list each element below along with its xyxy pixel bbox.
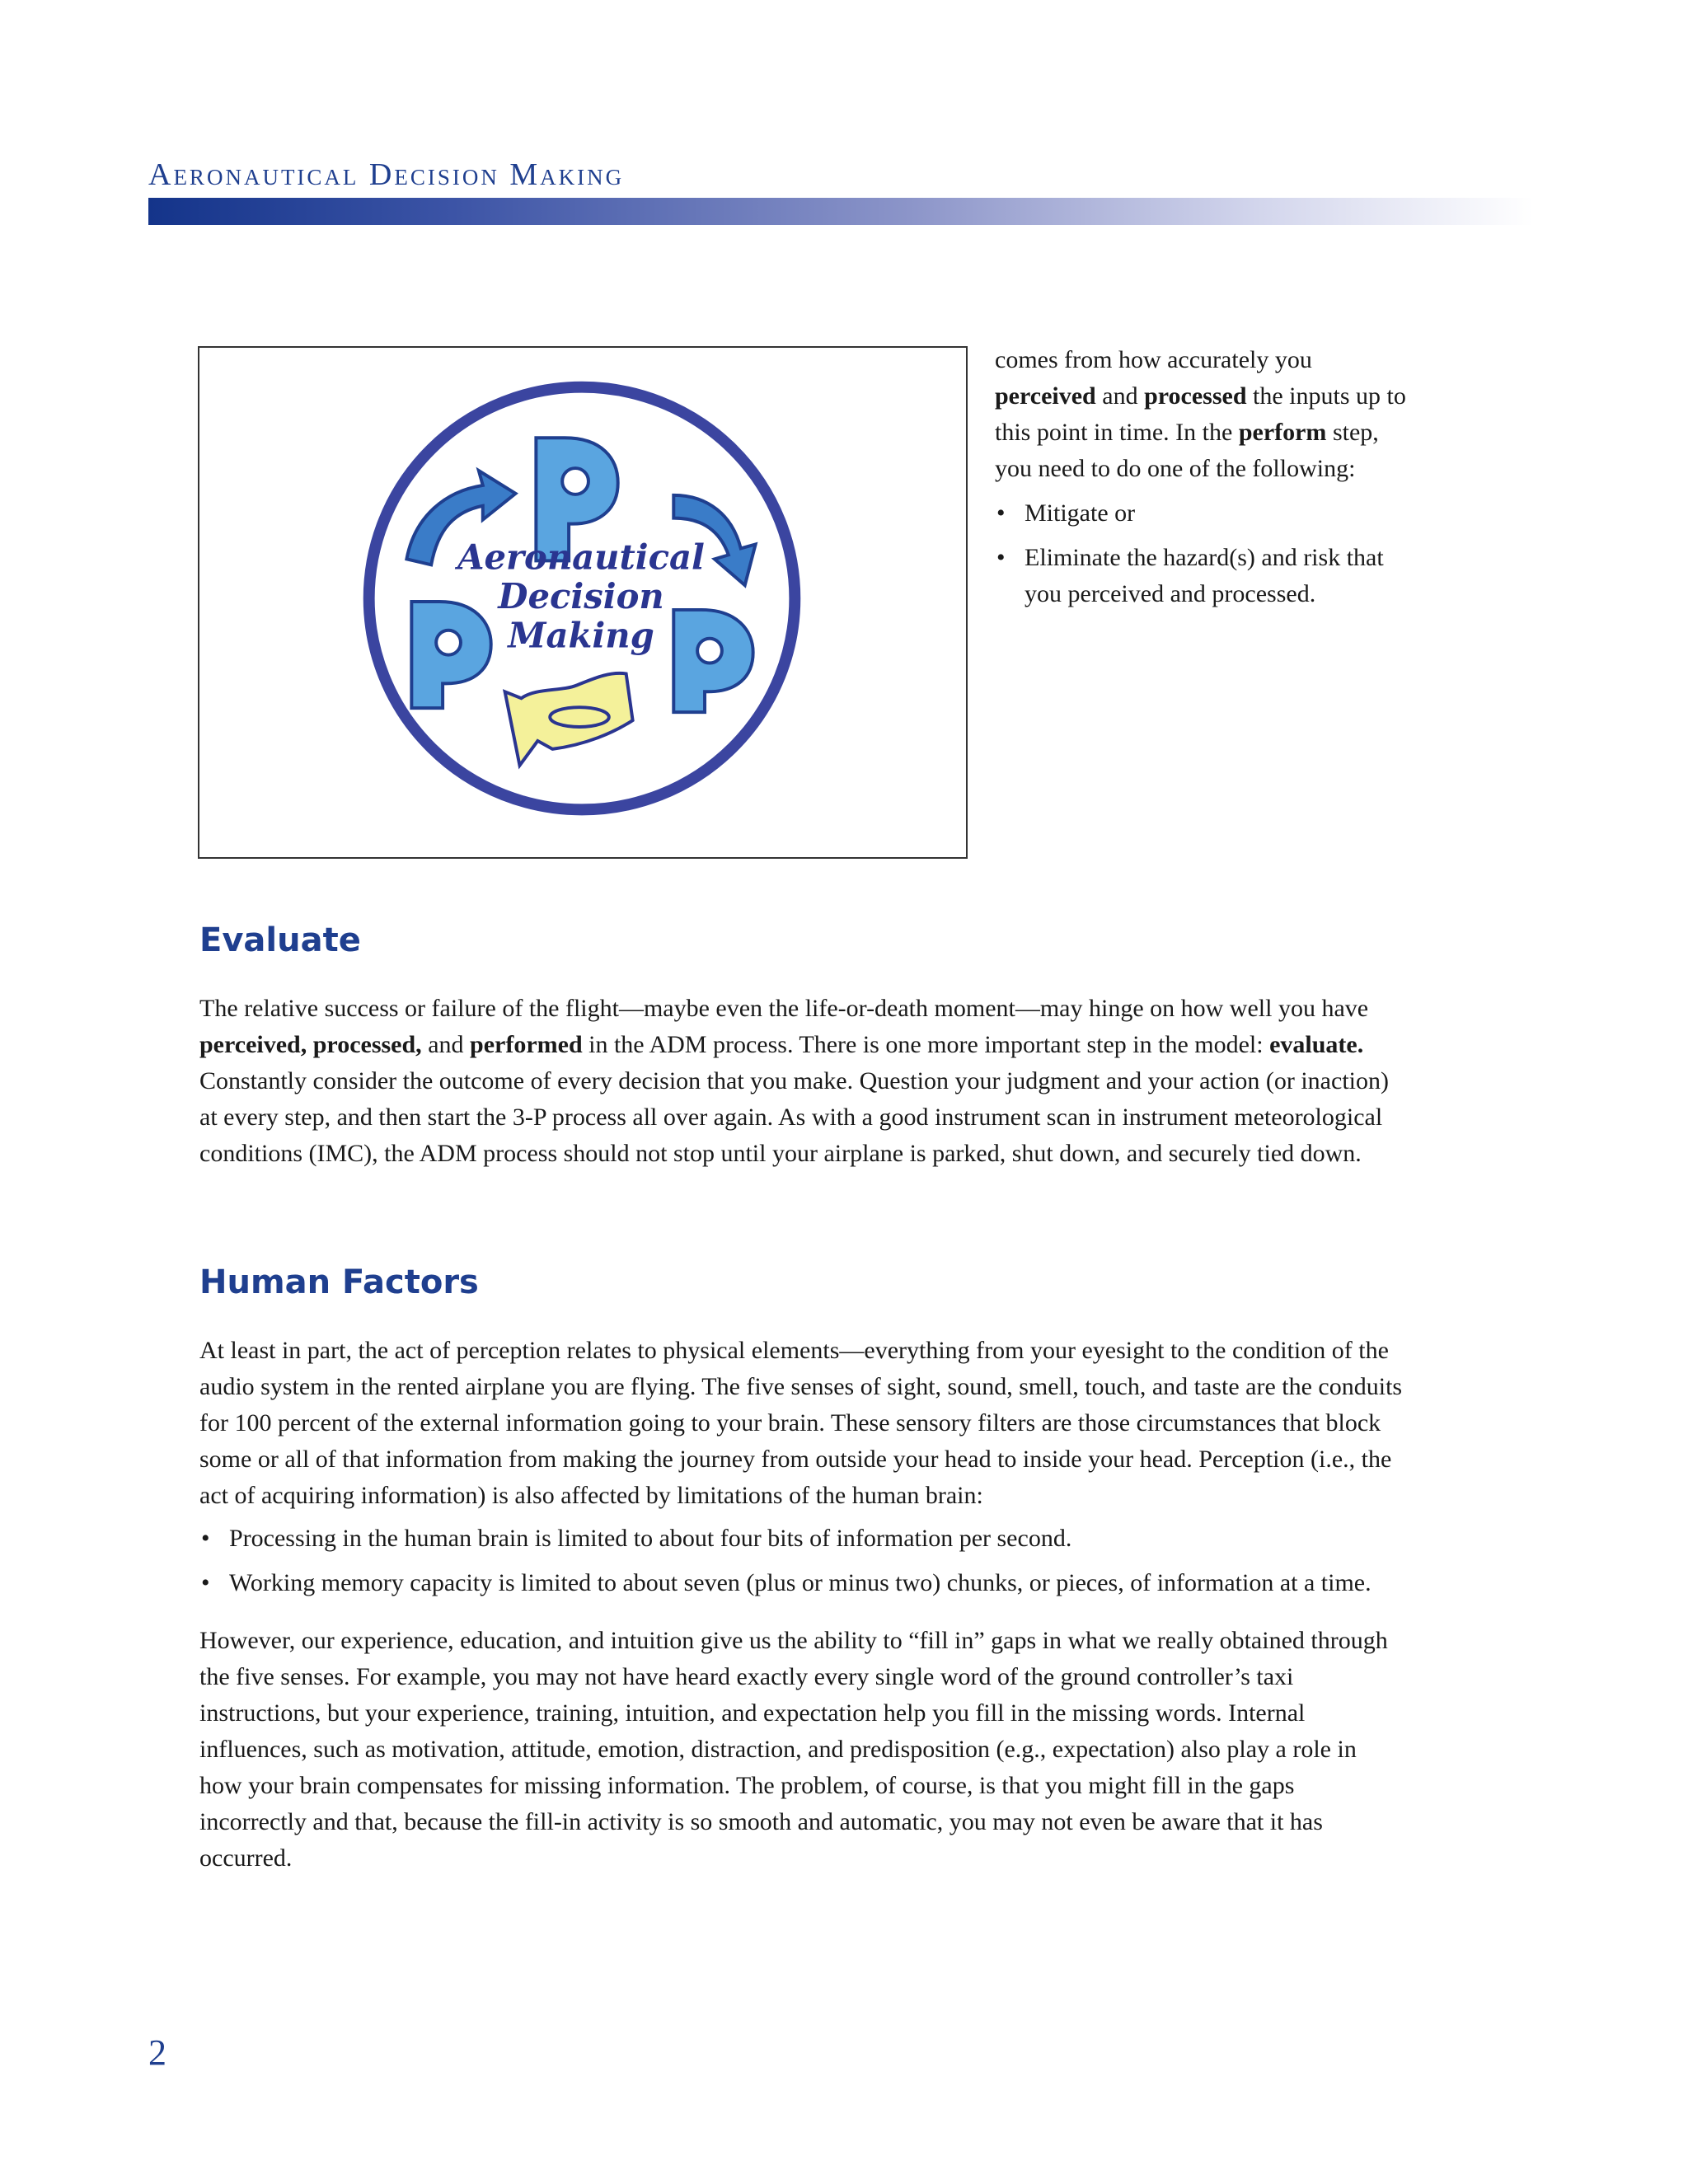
text-run: Constantly consider the outcome of every decision that you make. Question your judgment and your action (or inaction) at every step, and then start the 3-P process all over again. As with a good instrument scan in instrument meteorological conditions (IMC), the ADM process should not stop until your airplane is parked, shut down, and securely tied down.	[199, 1067, 1389, 1167]
bold-term: perceived	[995, 382, 1096, 410]
text-run: and	[421, 1031, 471, 1058]
bold-term: perceived, processed,	[199, 1031, 422, 1058]
body-paragraph: However, our experience, education, and intuition give us the ability to “fill in” gaps in what we really obtained through the five senses. For example, you may not have heard exactly every single word of the ground controller’s taxi instructions, but your experience, training, intuition, and expectation help you fill in the missing words. Internal influences, such as motivation, attitude, emotion, distraction, and predisposition (e.g., expectation) also play a role in how your brain compensates for missing information. The problem, of course, is that you might fill in the gaps incorrectly and that, because the fill-in activity is so smooth and automatic, you may not even be aware that it has occurred.	[199, 1627, 1388, 1872]
human-factors-section	[199, 1333, 1403, 1877]
side-bullet-list	[995, 495, 1415, 612]
bold-term: evaluate.	[1269, 1031, 1364, 1058]
page-number: 2	[148, 2032, 166, 2073]
body-paragraph	[199, 991, 1403, 1172]
text-run: The relative success or failure of the flight—maybe even the life-or-death moment—may hinge on how well you have	[199, 995, 1369, 1022]
adm-logo-figure	[198, 346, 968, 859]
header-gradient-bar	[148, 198, 1533, 225]
adm-logo	[199, 348, 966, 857]
text-run: comes from how accurately you	[995, 346, 1312, 373]
bold-term: perform	[1238, 419, 1327, 446]
text-run: the inputs up to this point in time. In the	[995, 382, 1406, 446]
logo-text-line1: Aeronautical	[457, 537, 705, 578]
body-paragraph: At least in part, the act of perception relates to physical elements—everything from your eyesight to the condition of the audio system in the rented airplane you are flying. The five senses of sight, sound, smell, touch, and taste are the conduits for 100 percent of the external information going to your brain. These sensory filters are those circumstances that block some or all of that information from making the journey from outside your head to inside your head. Perception (i.e., the act of acquiring information) is also affected by limitations of the human brain:	[199, 1337, 1403, 1509]
list-item: • Eliminate the hazard(s) and risk that you perceived and processed.	[995, 540, 1415, 612]
list-item: • Mitigate or	[995, 495, 1415, 532]
bold-term: processed	[1144, 382, 1247, 410]
side-column	[995, 342, 1415, 621]
bold-term: performed	[470, 1031, 583, 1058]
text-run: and	[1095, 382, 1145, 410]
running-head: Aeronautical Decision Making	[148, 157, 625, 192]
logo-text-line3: Making	[508, 615, 654, 656]
human-factors-bullet-list	[199, 1521, 1403, 1601]
list-item: • Working memory capacity is limited to about seven (plus or minus two) chunks, or pieces, of information at a time.	[199, 1565, 1403, 1601]
evaluate-paragraph	[199, 991, 1403, 1172]
side-paragraph	[995, 342, 1415, 487]
evaluate-heading: Evaluate	[199, 921, 361, 959]
list-item: • Processing in the human brain is limited to about four bits of information per second.	[199, 1521, 1403, 1557]
logo-text-line2: Decision	[498, 575, 664, 616]
text-run: step, you need to do one of the following:	[995, 419, 1379, 482]
human-factors-heading: Human Factors	[199, 1263, 479, 1301]
text-run: in the ADM process. There is one more important step in the model:	[582, 1031, 1270, 1058]
